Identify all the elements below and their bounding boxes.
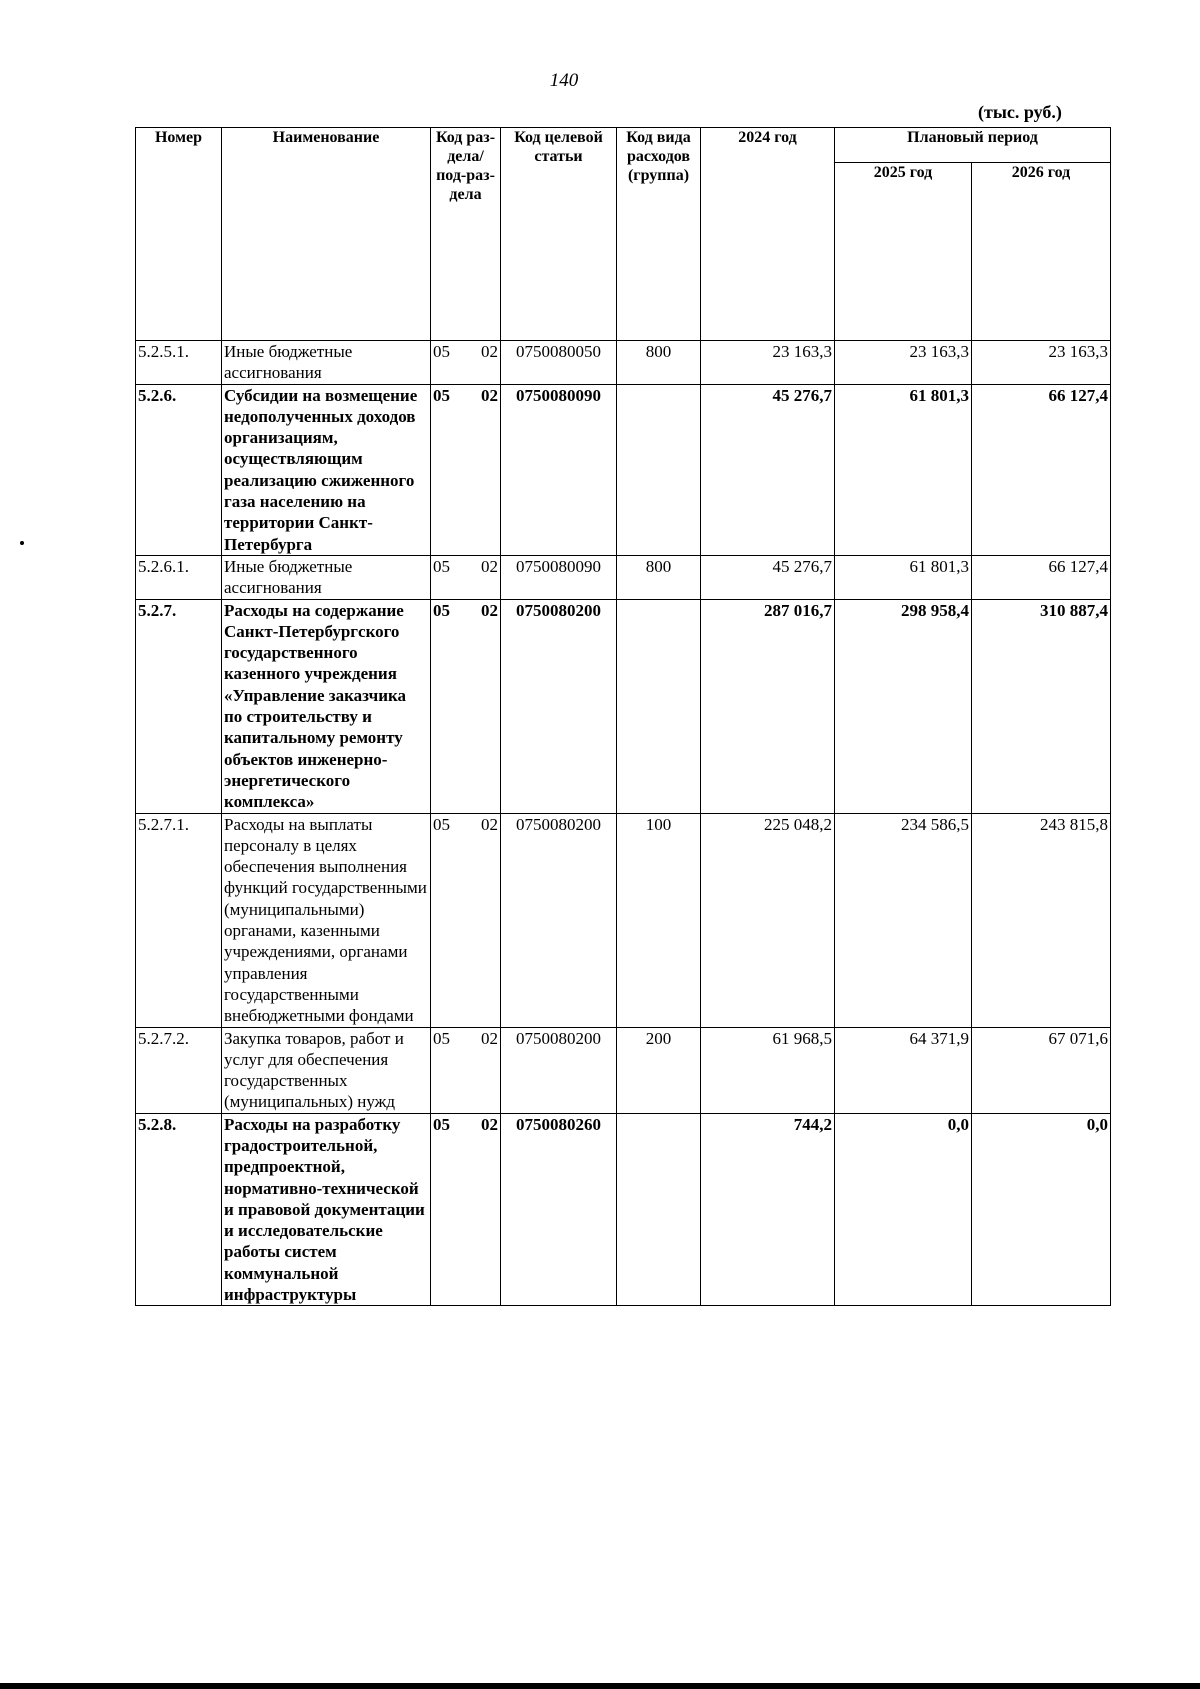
row-section-code	[431, 341, 501, 385]
row-section-code	[431, 555, 501, 599]
row-number: 5.2.5.1.	[136, 341, 222, 385]
row-value-2024: 45 276,7	[701, 384, 835, 555]
row-subsection: 02	[481, 1028, 498, 1048]
row-name: Расходы на разработку градостроительной, предпроектной, нормативно-технической и правовой документации и исследовательские работы систем коммунальной инфраструктуры	[222, 1113, 431, 1306]
row-section-code	[431, 1027, 501, 1113]
row-number: 5.2.7.1.	[136, 813, 222, 1027]
row-number: 5.2.7.	[136, 599, 222, 813]
scan-dot	[20, 541, 24, 545]
row-target-code: 0750080200	[501, 813, 617, 1027]
header-2026: 2026 год	[972, 163, 1111, 341]
row-target-code: 0750080260	[501, 1113, 617, 1306]
budget-table	[135, 127, 1111, 1306]
row-name: Закупка товаров, работ и услуг для обеспечения государственных (муниципальных) нужд	[222, 1027, 431, 1113]
row-value-2024: 61 968,5	[701, 1027, 835, 1113]
row-section: 05	[433, 1028, 450, 1048]
header-row-top	[136, 128, 1111, 163]
table-row	[136, 341, 1111, 385]
row-value-2025: 23 163,3	[835, 341, 972, 385]
row-kind-code: 100	[617, 813, 701, 1027]
row-section-code	[431, 384, 501, 555]
row-subsection: 02	[481, 600, 498, 620]
page-number: 140	[549, 70, 579, 91]
row-value-2024: 225 048,2	[701, 813, 835, 1027]
row-section: 05	[433, 600, 450, 620]
row-number: 5.2.6.	[136, 384, 222, 555]
row-value-2025: 234 586,5	[835, 813, 972, 1027]
row-value-2025: 64 371,9	[835, 1027, 972, 1113]
row-subsection: 02	[481, 342, 498, 361]
row-section: 05	[433, 385, 450, 405]
table-row	[136, 1027, 1111, 1113]
row-value-2026: 310 887,4	[972, 599, 1111, 813]
row-subsection: 02	[481, 814, 498, 834]
row-name: Иные бюджетные ассигнования	[222, 341, 431, 385]
row-value-2026: 23 163,3	[972, 341, 1111, 385]
row-value-2025: 61 801,3	[835, 555, 972, 599]
row-value-2024: 23 163,3	[701, 341, 835, 385]
row-value-2025: 298 958,4	[835, 599, 972, 813]
table-row	[136, 599, 1111, 813]
row-value-2024: 287 016,7	[701, 599, 835, 813]
table-row	[136, 1113, 1111, 1306]
row-section: 05	[433, 1114, 450, 1134]
row-kind-code	[617, 384, 701, 555]
row-number: 5.2.7.2.	[136, 1027, 222, 1113]
row-value-2025: 61 801,3	[835, 384, 972, 555]
row-value-2026: 66 127,4	[972, 555, 1111, 599]
row-kind-code: 800	[617, 555, 701, 599]
row-value-2026: 67 071,6	[972, 1027, 1111, 1113]
row-value-2024: 45 276,7	[701, 555, 835, 599]
row-target-code: 0750080090	[501, 384, 617, 555]
row-subsection: 02	[481, 556, 498, 576]
row-number: 5.2.6.1.	[136, 555, 222, 599]
table-body	[136, 341, 1111, 1306]
header-target: Код целевой статьи	[501, 128, 617, 341]
row-section-code	[431, 1113, 501, 1306]
row-subsection: 02	[481, 385, 498, 405]
row-section-code	[431, 813, 501, 1027]
row-name: Расходы на содержание Санкт-Петербургского государственного казенного учреждения «Управление заказчика по строительству и капитальному ремонту объектов инженерно-энергетического комплекса»	[222, 599, 431, 813]
row-section: 05	[433, 814, 450, 834]
table-row	[136, 555, 1111, 599]
row-target-code: 0750080200	[501, 1027, 617, 1113]
row-subsection: 02	[481, 1114, 498, 1134]
row-section: 05	[433, 342, 450, 361]
table-row	[136, 813, 1111, 1027]
row-kind-code: 200	[617, 1027, 701, 1113]
row-target-code: 0750080200	[501, 599, 617, 813]
scan-bottom-edge	[0, 1683, 1200, 1689]
row-kind-code: 800	[617, 341, 701, 385]
row-name: Иные бюджетные ассигнования	[222, 555, 431, 599]
table-row	[136, 384, 1111, 555]
row-section-code	[431, 599, 501, 813]
row-value-2025: 0,0	[835, 1113, 972, 1306]
row-name: Расходы на выплаты персоналу в целях обеспечения выполнения функций государственными (муниципальными) органами, казенными учреждениями, органами управления государственными внебюджетными фондами	[222, 813, 431, 1027]
row-section: 05	[433, 556, 450, 576]
header-2025: 2025 год	[835, 163, 972, 341]
row-kind-code	[617, 599, 701, 813]
row-value-2024: 744,2	[701, 1113, 835, 1306]
header-planned-period: Плановый период	[835, 128, 1111, 163]
row-value-2026: 66 127,4	[972, 384, 1111, 555]
row-target-code: 0750080090	[501, 555, 617, 599]
row-target-code: 0750080050	[501, 341, 617, 385]
row-kind-code	[617, 1113, 701, 1306]
row-name: Субсидии на возмещение недополученных доходов организациям, осуществляющим реализацию сжиженного газа населению на территории Санкт-Петербурга	[222, 384, 431, 555]
row-number: 5.2.8.	[136, 1113, 222, 1306]
header-section: Код раз-дела/ под-раз-дела	[431, 128, 501, 341]
header-kind: Код вида расходов (группа)	[617, 128, 701, 341]
row-value-2026: 243 815,8	[972, 813, 1111, 1027]
units-label: (тыс. руб.)	[978, 102, 1062, 122]
header-2024: 2024 год	[701, 128, 835, 341]
header-number: Номер	[136, 128, 222, 341]
row-value-2026: 0,0	[972, 1113, 1111, 1306]
header-name: Наименование	[222, 128, 431, 341]
